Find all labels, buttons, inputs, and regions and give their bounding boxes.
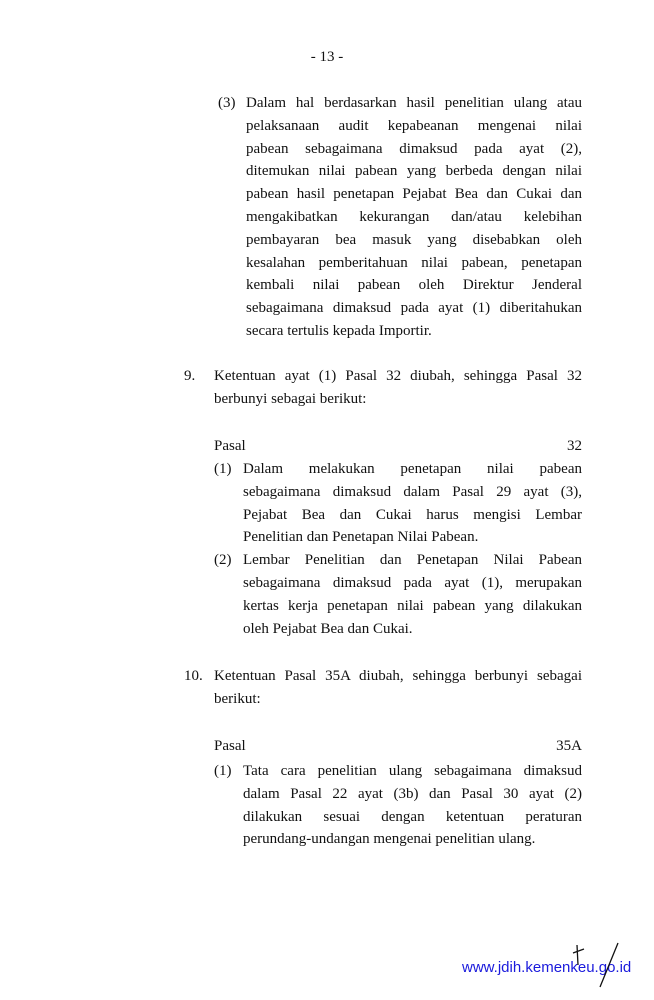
pasal-32-ayat-1-line: Pejabat Bea dan Cukai harus mengisi Lembar (243, 506, 582, 523)
signature-initials (570, 935, 630, 995)
paragraph-3-line: Dalam hal berdasarkan hasil penelitian ulang atau (246, 95, 582, 111)
pasal-35a-ayat-1-line: dalam Pasal 22 ayat (3b) dan Pasal 30 ayat (2) (243, 785, 582, 802)
item-9-line: berbunyi sebagai berikut: (214, 390, 367, 407)
item-10-label: 10. (184, 668, 203, 684)
pasal-32-ayat-2-line: sebagaimana dimaksud pada ayat (1), merupakan (243, 575, 582, 591)
pasal-32-ayat-2-line: oleh Pejabat Bea dan Cukai. (243, 620, 413, 637)
pasal-32-ayat-1-line: Penelitian dan Penetapan Nilai Pabean. (243, 529, 479, 546)
paragraph-3-line: mengakibatkan kekurangan dan/atau kelebihan (246, 209, 582, 225)
paragraph-3-line: ditemukan nilai pabean yang berbeda dengan nilai (246, 163, 582, 180)
pasal-32-ayat-2-line: kertas kerja penetapan nilai pabean yang dilakukan (243, 597, 582, 614)
pasal-32-ayat-1-line: Dalam melakukan penetapan nilai pabean (243, 461, 582, 477)
heading-pasal-32: Pasal 32 (214, 438, 582, 454)
paragraph-3-line: pembayaran bea masuk yang disebabkan oleh (246, 231, 582, 248)
pasal-32-ayat-2-label: (2) (214, 552, 232, 569)
item-9-label: 9. (184, 368, 196, 384)
footer-url[interactable]: www.jdih.kemenkeu.go.id (462, 959, 632, 976)
pasal-32-ayat-2-line: Lembar Penelitian dan Penetapan Nilai Pabean (243, 552, 582, 569)
page-number: - 13 - (310, 49, 344, 65)
pasal-35a-ayat-1-line: Tata cara penelitian ulang sebagaimana dimaksud (243, 763, 582, 779)
paragraph-3-line: sebagaimana dimaksud pada ayat (1) diberitahukan (246, 300, 582, 317)
paragraph-3-label: (3) (218, 95, 236, 111)
pasal-32-ayat-1-label: (1) (214, 461, 232, 477)
item-10-line: Ketentuan Pasal 35A diubah, sehingga berbunyi sebagai (214, 668, 582, 684)
item-9-line: Ketentuan ayat (1) Pasal 32 diubah, sehingga Pasal 32 (214, 368, 582, 384)
item-10-line: berikut: (214, 690, 261, 707)
heading-pasal-35a: Pasal 35A (214, 738, 582, 754)
paragraph-3-line: pabean hasil penetapan Pejabat Bea dan Cukai dan (246, 186, 582, 203)
pasal-35a-ayat-1-line: perundang-undangan mengenai penelitian ulang. (243, 831, 536, 848)
paragraph-3-line: pabean sebagaimana dimaksud pada ayat (2), (246, 140, 582, 157)
pasal-35a-ayat-1-label: (1) (214, 763, 232, 779)
pasal-32-ayat-1-line: sebagaimana dimaksud dalam Pasal 29 ayat (3), (243, 483, 582, 500)
paragraph-3-line: pelaksanaan audit kepabeanan mengenai nilai (246, 117, 582, 134)
pasal-35a-ayat-1-line: dilakukan sesuai dengan ketentuan peraturan (243, 808, 582, 825)
paragraph-3-line: kesalahan pemberitahuan nilai pabean, penetapan (246, 254, 582, 271)
paragraph-3-line: secara tertulis kepada Importir. (246, 323, 432, 339)
paragraph-3-line: kembali nilai pabean oleh Direktur Jenderal (246, 277, 582, 294)
